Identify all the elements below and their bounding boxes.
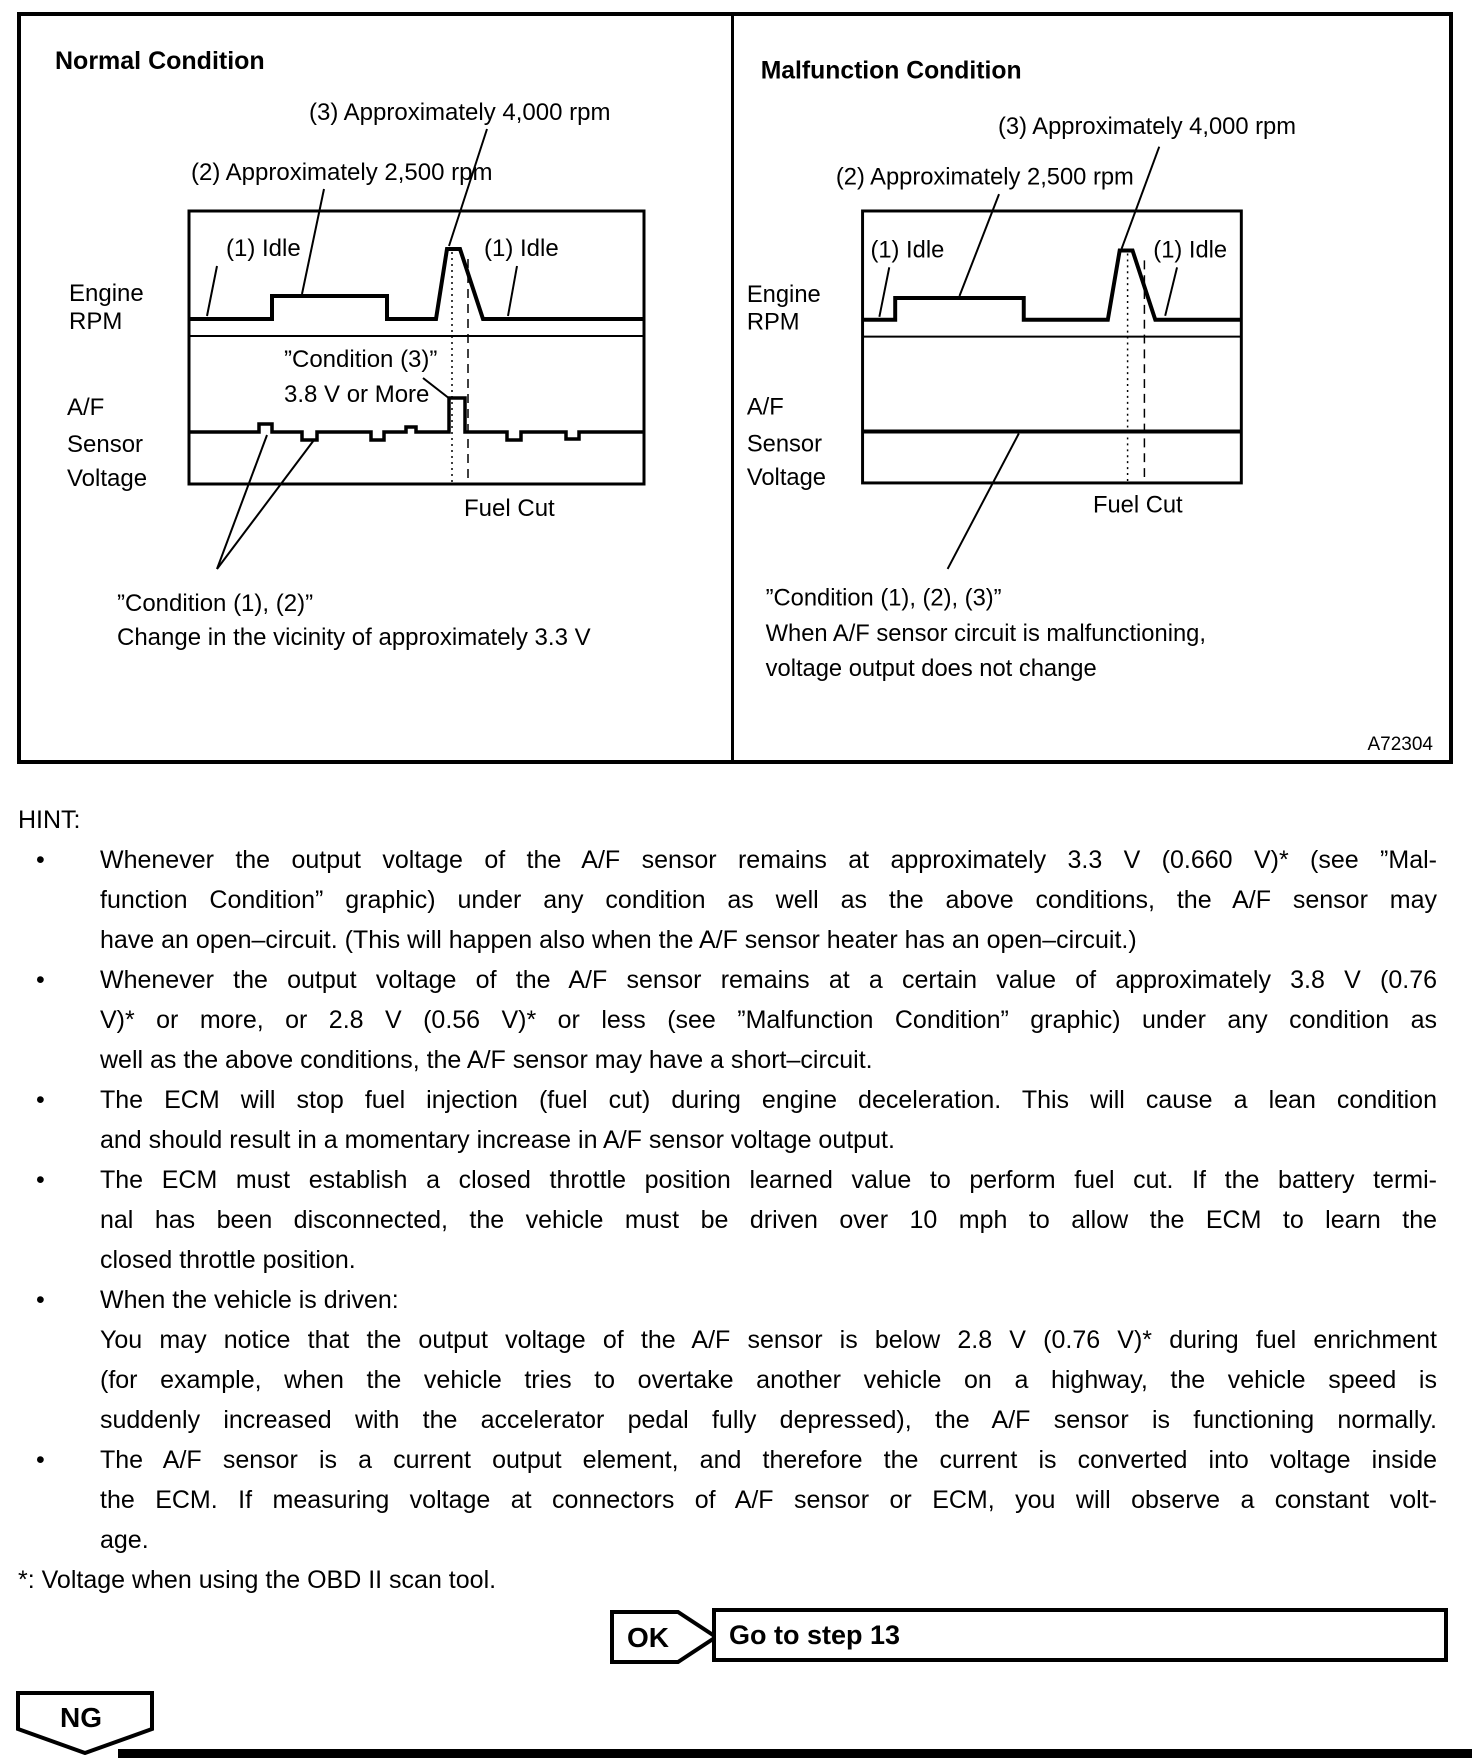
page-bottom-rule — [118, 1749, 1472, 1758]
caption-condition123: ”Condition (1), (2), (3)” — [765, 585, 1002, 612]
ng-banner[interactable] — [15, 1691, 155, 1755]
label-rpm-4000: (3) Approximately 4,000 rpm — [998, 113, 1296, 140]
bullet-icon: • — [36, 1446, 45, 1474]
hint-bullet-6 — [36, 1440, 1437, 1560]
axis-label-engine: Engine — [69, 280, 144, 307]
bullet-icon: • — [36, 846, 45, 874]
hint-line: and should result in a momentary increase in A/F sensor voltage output. — [100, 1126, 895, 1154]
label-rpm-2500: (2) Approximately 2,500 rpm — [191, 159, 493, 186]
ok-label: OK — [627, 1622, 669, 1653]
malfunction-condition-diagram — [734, 16, 1449, 760]
hint-line: You may notice that the output voltage of the A/F sensor is below 2.8 V (0.76 V)* during fuel enrichment — [100, 1326, 1437, 1354]
axis-label-voltage: Voltage — [67, 465, 148, 492]
hint-bullet-3 — [36, 1080, 1437, 1160]
hint-line: (for example, when the vehicle tries to overtake another vehicle on a highway, the vehicle speed is — [100, 1366, 1437, 1394]
axis-label-rpm: RPM — [69, 308, 123, 335]
leader-idle-right — [1165, 267, 1177, 315]
leader-condition12-a — [217, 435, 267, 569]
hint-bullet-1 — [36, 840, 1437, 960]
hint-line: The ECM must establish a closed throttle position learned value to perform fuel cut. If the battery termi- — [100, 1166, 1437, 1194]
axis-label-af: A/F — [67, 394, 105, 421]
bullet-icon: • — [36, 1166, 45, 1194]
leader-idle-right — [508, 266, 517, 316]
axis-label-af: A/F — [746, 394, 784, 421]
hint-line: well as the above conditions, the A/F sensor may have a short–circuit. — [100, 1046, 873, 1074]
label-idle-left: (1) Idle — [226, 235, 301, 262]
hint-line: The ECM will stop fuel injection (fuel cut) during engine deceleration. This will cause a lean condition — [100, 1086, 1437, 1114]
hint-line: closed throttle position. — [100, 1246, 356, 1274]
leader-line-rpm-2500 — [302, 189, 324, 294]
leader-line-rpm-2500 — [959, 194, 999, 296]
caption-condition12: ”Condition (1), (2)” — [117, 590, 314, 617]
hint-line: function Condition” graphic) under any condition as well as the above conditions, the A/F sensor may — [100, 886, 1437, 914]
hint-line: the ECM. If measuring voltage at connectors of A/F sensor or ECM, you will observe a constant volt- — [100, 1486, 1437, 1514]
hint-line: Whenever the output voltage of the A/F sensor remains at a certain value of approximately 3.8 V (0.76 — [100, 966, 1437, 994]
axis-label-engine: Engine — [746, 281, 821, 308]
hint-bullet-2 — [36, 960, 1437, 1080]
hint-line: V)* or more, or 2.8 V (0.56 V)* or less (see ”Malfunction Condition” graphic) under any condition as — [100, 1006, 1437, 1034]
malfunction-condition-panel — [731, 16, 1449, 760]
label-idle-left: (1) Idle — [870, 237, 945, 264]
bullet-icon: • — [36, 966, 45, 994]
axis-label-sensor: Sensor — [67, 431, 144, 458]
hint-line: suddenly increased with the accelerator pedal fully depressed), the A/F sensor is functioning normally. — [100, 1406, 1437, 1434]
caption-condition12-desc: Change in the vicinity of approximately 3.3 V — [117, 624, 591, 651]
label-idle-right: (1) Idle — [484, 235, 559, 262]
label-condition3-line2: 3.8 V or More — [284, 381, 430, 408]
ok-action-label: Go to step 13 — [729, 1619, 901, 1650]
hint-line: Whenever the output voltage of the A/F sensor remains at approximately 3.3 V (0.660 V)* (see ”Mal- — [100, 846, 1437, 874]
hint-line: nal has been disconnected, the vehicle must be driven over 10 mph to allow the ECM to learn the — [100, 1206, 1437, 1234]
hint-line: When the vehicle is driven: — [100, 1286, 399, 1314]
hint-heading: HINT: — [18, 806, 81, 834]
panel-title: Malfunction Condition — [760, 57, 1022, 85]
label-rpm-4000: (3) Approximately 4,000 rpm — [309, 99, 611, 126]
label-condition3-line1: ”Condition (3)” — [284, 346, 438, 373]
leader-idle-left — [207, 266, 217, 316]
hint-line: have an open–circuit. (This will happen also when the A/F sensor heater has an open–circuit.) — [100, 926, 1137, 954]
ok-action-box[interactable] — [712, 1608, 1448, 1662]
bullet-icon: • — [36, 1286, 45, 1314]
hint-bullet-5 — [36, 1280, 1437, 1440]
caption-condition123-desc1: When A/F sensor circuit is malfunctioning, — [765, 621, 1206, 648]
hint-line: The A/F sensor is a current output element, and therefore the current is converted into voltage inside — [100, 1446, 1437, 1474]
normal-condition-diagram — [21, 16, 731, 760]
label-rpm-2500: (2) Approximately 2,500 rpm — [835, 164, 1134, 191]
bullet-icon: • — [36, 1086, 45, 1114]
leader-line-rpm-4000 — [449, 129, 487, 246]
hint-section — [18, 800, 1455, 1600]
figure-code: A72304 — [1367, 734, 1433, 755]
leader-line-rpm-4000 — [1122, 147, 1160, 249]
hint-bullet-4 — [36, 1160, 1437, 1280]
label-fuel-cut: Fuel Cut — [1092, 492, 1183, 519]
label-idle-right: (1) Idle — [1153, 237, 1228, 264]
hint-footnote: *: Voltage when using the OBD II scan tool. — [18, 1566, 497, 1594]
panel-title: Normal Condition — [55, 47, 265, 75]
leader-condition12-b — [217, 440, 314, 569]
axis-label-voltage: Voltage — [746, 464, 826, 491]
hint-line: age. — [100, 1526, 149, 1554]
caption-condition123-desc2: voltage output does not change — [765, 655, 1097, 682]
af-sensor-waveform-figure — [17, 12, 1453, 764]
label-fuel-cut: Fuel Cut — [464, 495, 555, 522]
normal-condition-panel — [21, 16, 731, 760]
ok-arrow[interactable] — [610, 1610, 722, 1664]
axis-label-sensor: Sensor — [746, 431, 823, 458]
ng-label: NG — [60, 1702, 102, 1733]
leader-idle-left — [879, 267, 889, 316]
leader-condition123 — [948, 433, 1019, 568]
axis-label-rpm: RPM — [746, 309, 800, 336]
